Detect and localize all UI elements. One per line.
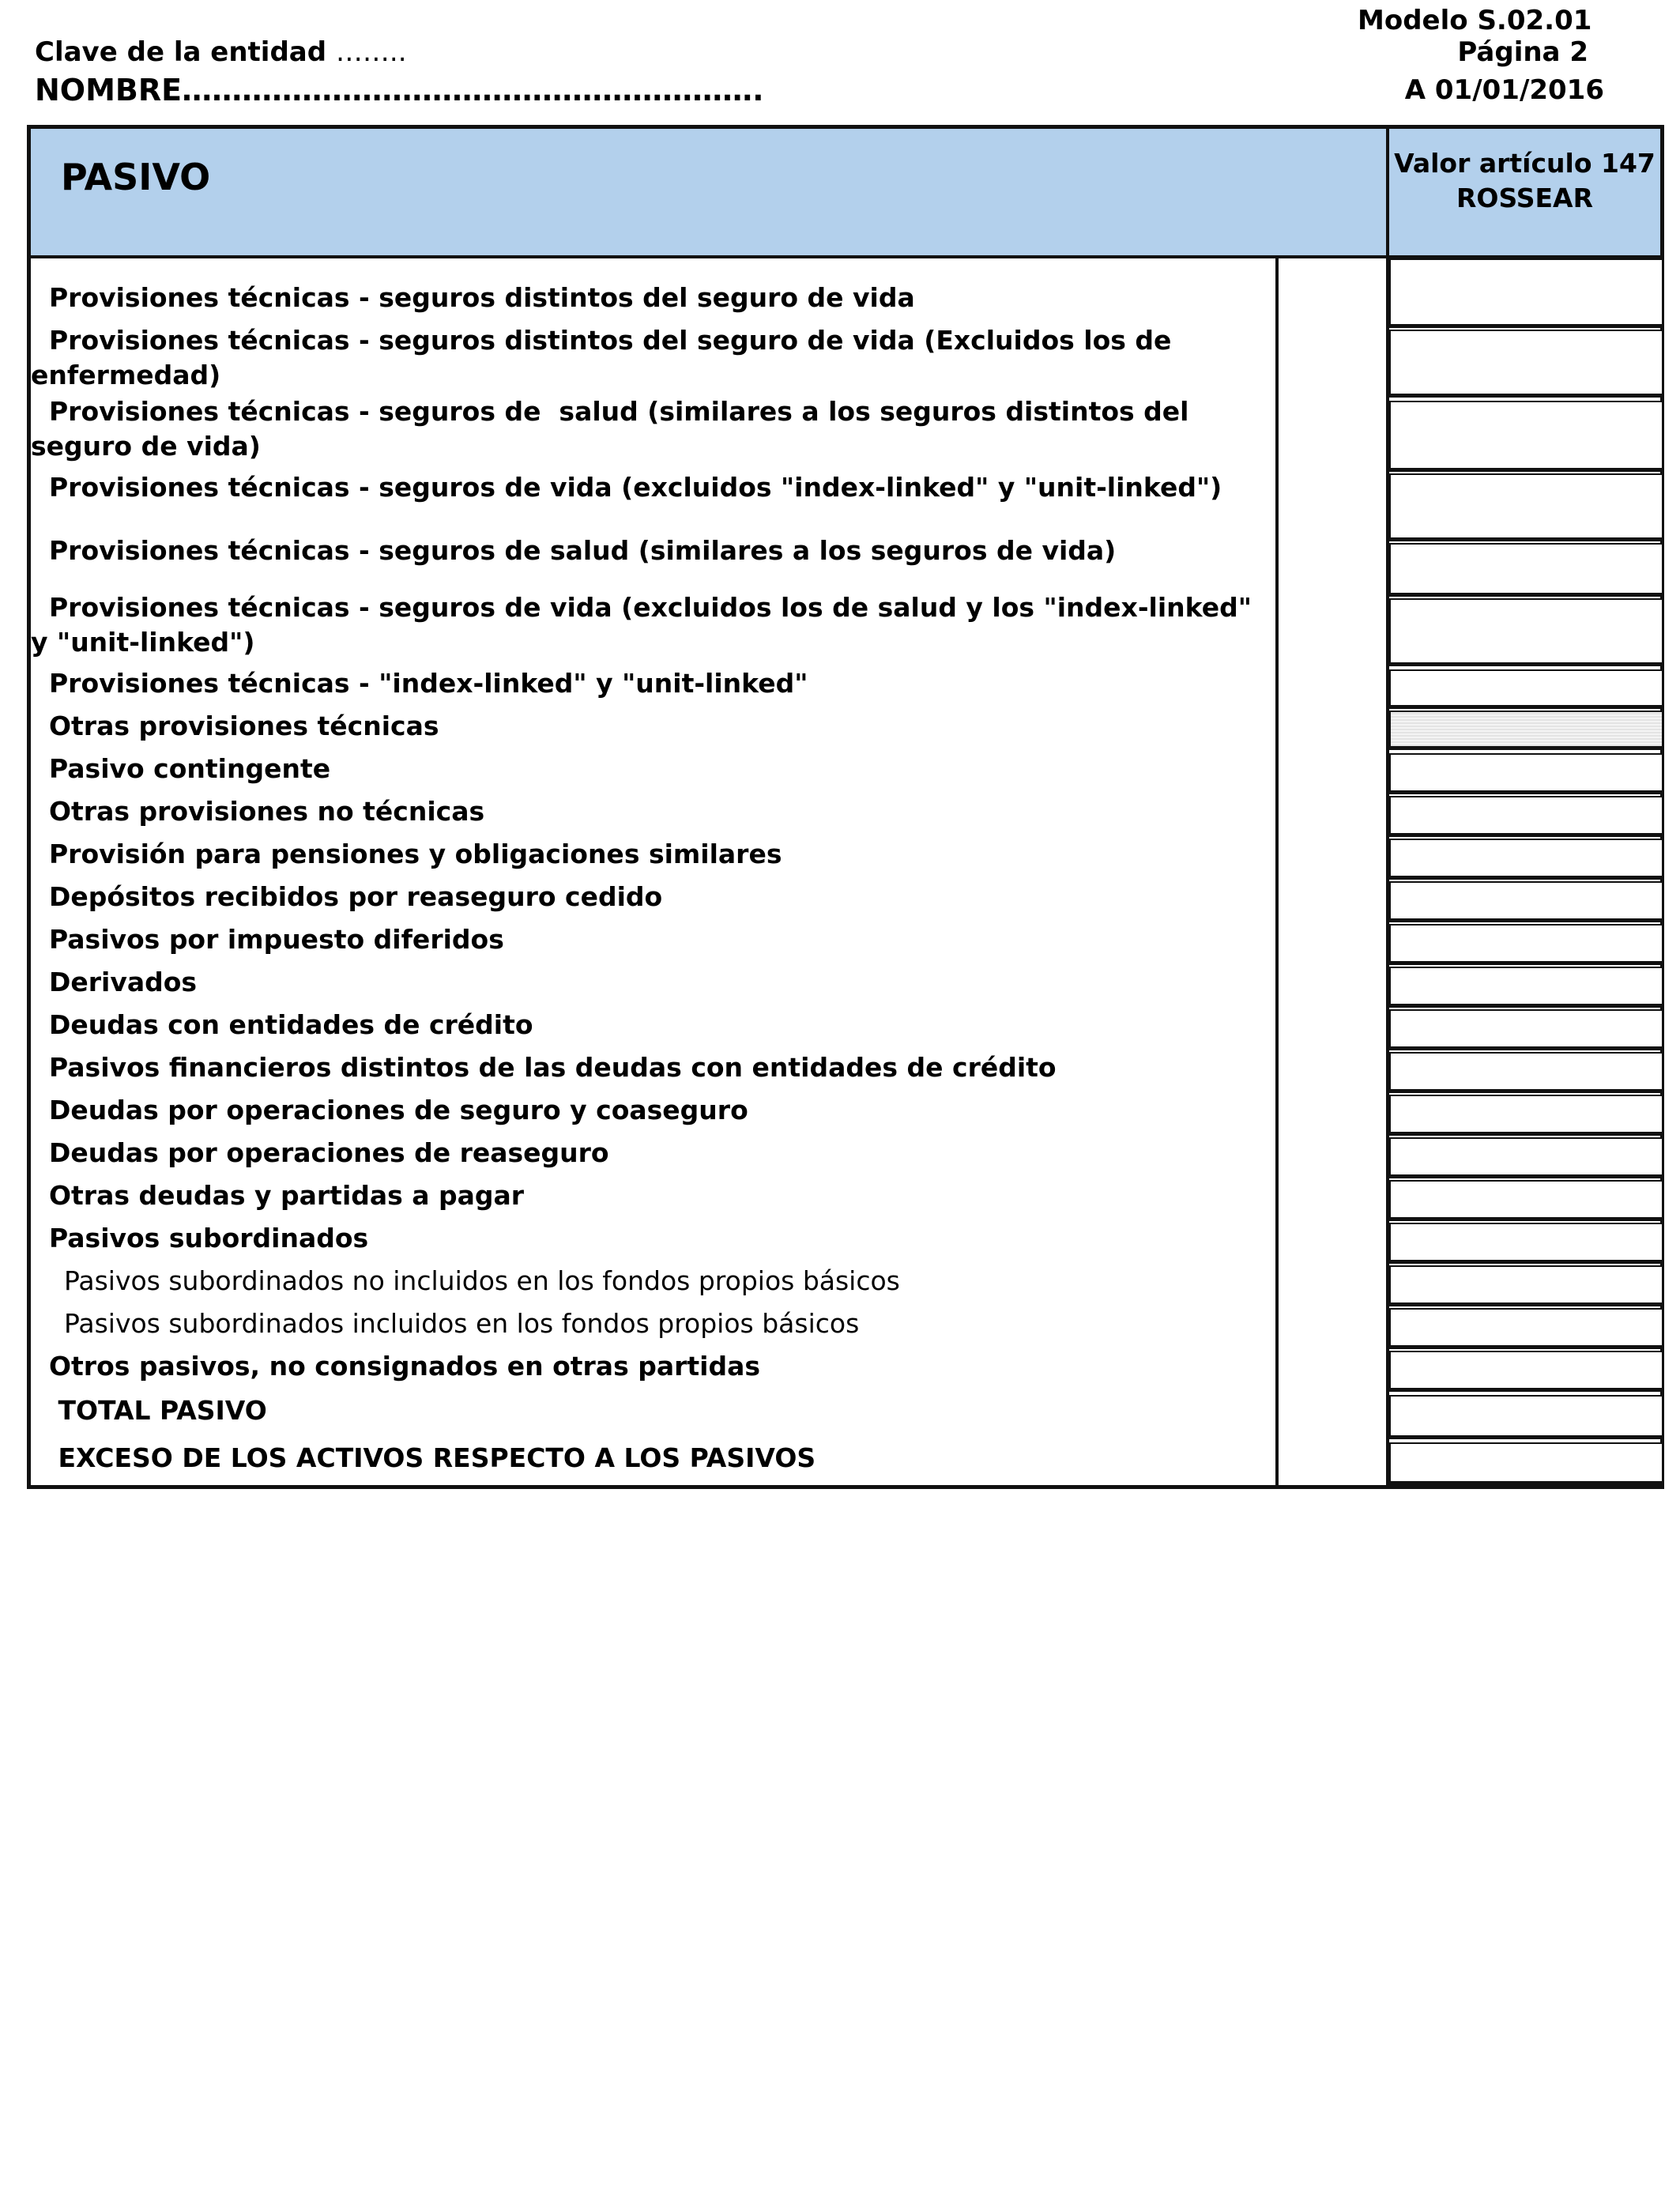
row-label	[31, 533, 1264, 568]
row-label	[31, 1221, 1264, 1256]
row-label	[31, 1136, 1264, 1171]
value-cell[interactable]	[1389, 796, 1663, 837]
value-cell[interactable]	[1389, 1395, 1663, 1439]
row-label-line: Deudas por operaciones de seguro y coaseguro	[31, 1095, 748, 1125]
entity-key-dots: ……..	[335, 36, 407, 68]
value-cell[interactable]	[1389, 669, 1663, 709]
row-label-line: Otras provisiones no técnicas	[31, 796, 485, 827]
row-label	[31, 965, 1264, 1000]
section-title: PASIVO	[61, 156, 211, 198]
row-label-line: Deudas por operaciones de reaseguro	[31, 1137, 609, 1168]
row-label	[31, 1264, 1264, 1299]
row-label	[31, 752, 1264, 786]
row-label	[31, 837, 1264, 872]
row-label-line: Pasivos subordinados incluidos en los fondos propios básicos	[31, 1308, 860, 1339]
row-label	[31, 794, 1264, 829]
row-label	[31, 590, 1264, 660]
row-label-line: seguro de vida)	[31, 431, 261, 462]
row-label	[31, 1393, 1264, 1428]
entity-key-text: Clave de la entidad	[35, 36, 327, 68]
value-cell[interactable]	[1389, 1095, 1663, 1136]
row-label-line: Provisiones técnicas - "index-linked" y "unit-linked"	[31, 668, 808, 699]
value-cell[interactable]	[1389, 401, 1663, 472]
value-column-header-line2: ROSSEAR	[1456, 183, 1593, 213]
row-label-line: y "unit-linked")	[31, 627, 255, 658]
row-label-line: Otras provisiones técnicas	[31, 711, 439, 741]
row-label	[31, 1178, 1264, 1213]
liabilities-form-table	[27, 125, 1664, 1489]
value-cell[interactable]	[1389, 1009, 1663, 1050]
row-label-line: Otros pasivos, no consignados en otras partidas	[31, 1351, 760, 1382]
row-label	[31, 1349, 1264, 1384]
row-label	[31, 470, 1264, 505]
row-label	[31, 1441, 1264, 1476]
row-label-line: Pasivos subordinados no incluidos en los fondos propios básicos	[31, 1265, 900, 1296]
value-cell[interactable]	[1389, 967, 1663, 1008]
row-label	[31, 323, 1264, 393]
entity-key-label	[35, 36, 407, 68]
row-label-line: Pasivos subordinados	[31, 1223, 369, 1253]
row-label-line: Depósitos recibidos por reaseguro cedido	[31, 881, 663, 912]
row-label-line: Provisión para pensiones y obligaciones similares	[31, 839, 782, 869]
row-label-line: enfermedad)	[31, 360, 221, 390]
value-cell[interactable]	[1389, 598, 1663, 666]
row-label-line: Pasivos financieros distintos de las deudas con entidades de crédito	[31, 1052, 1057, 1083]
row-label-line: TOTAL PASIVO	[31, 1395, 267, 1426]
row-label-line: Provisiones técnicas - seguros distintos del seguro de vida	[31, 282, 915, 313]
row-label-line: Provisiones técnicas - seguros distintos del seguro de vida (Excluidos los de	[31, 325, 1172, 356]
value-cell[interactable]	[1389, 1180, 1663, 1221]
row-label-line: Otras deudas y partidas a pagar	[31, 1180, 525, 1211]
row-label	[31, 281, 1264, 315]
row-label	[31, 922, 1264, 957]
row-label	[31, 1093, 1264, 1128]
row-label	[31, 1008, 1264, 1042]
value-cell[interactable]	[1389, 1052, 1663, 1093]
value-cell[interactable]	[1389, 1351, 1663, 1392]
row-label	[31, 709, 1264, 744]
value-cell[interactable]	[1389, 1137, 1663, 1178]
row-label	[31, 666, 1264, 701]
value-cell[interactable]	[1389, 753, 1663, 794]
row-label	[31, 880, 1264, 914]
row-label-line: Provisiones técnicas - seguros de salud (similares a los seguros distintos del	[31, 396, 1189, 427]
value-column-header-line1: Valor artículo 147	[1394, 148, 1656, 179]
value-cell[interactable]	[1389, 1223, 1663, 1264]
form-model-code: Modelo S.02.01	[1358, 5, 1592, 36]
column-divider-left	[1275, 258, 1279, 1485]
row-label-line: Provisiones técnicas - seguros de salud (similares a los seguros de vida)	[31, 535, 1117, 566]
value-cell	[1389, 711, 1663, 750]
value-cell[interactable]	[1389, 473, 1663, 541]
value-cell[interactable]	[1389, 1442, 1663, 1485]
value-cell[interactable]	[1389, 839, 1663, 880]
table-header-band	[31, 129, 1660, 258]
value-column-header	[1389, 146, 1660, 216]
value-cell[interactable]	[1389, 330, 1663, 398]
value-cell[interactable]	[1389, 924, 1663, 965]
row-label-line: Derivados	[31, 967, 198, 997]
page-number: Página 2	[1457, 36, 1588, 68]
row-label	[31, 1050, 1264, 1085]
row-label-line: Provisiones técnicas - seguros de vida (excluidos "index-linked" y "unit-linked")	[31, 472, 1222, 503]
value-cell[interactable]	[1389, 258, 1663, 328]
row-label-line: EXCESO DE LOS ACTIVOS RESPECTO A LOS PASIVOS	[31, 1442, 816, 1473]
row-label	[31, 1306, 1264, 1341]
value-cell[interactable]	[1389, 543, 1663, 597]
header-column-divider	[1386, 129, 1389, 258]
reference-date: A 01/01/2016	[1404, 74, 1604, 106]
row-label-line: Provisiones técnicas - seguros de vida (excluidos los de salud y los "index-linked"	[31, 592, 1252, 623]
row-label-line: Deudas con entidades de crédito	[31, 1009, 533, 1040]
value-cell[interactable]	[1389, 1265, 1663, 1306]
value-cell[interactable]	[1389, 881, 1663, 922]
entity-name-label: NOMBRE………………………………………………….	[35, 73, 764, 107]
row-label	[31, 394, 1264, 464]
row-label-line: Pasivos por impuesto diferidos	[31, 924, 504, 955]
row-label-line: Pasivo contingente	[31, 753, 331, 784]
value-cell[interactable]	[1389, 1308, 1663, 1349]
